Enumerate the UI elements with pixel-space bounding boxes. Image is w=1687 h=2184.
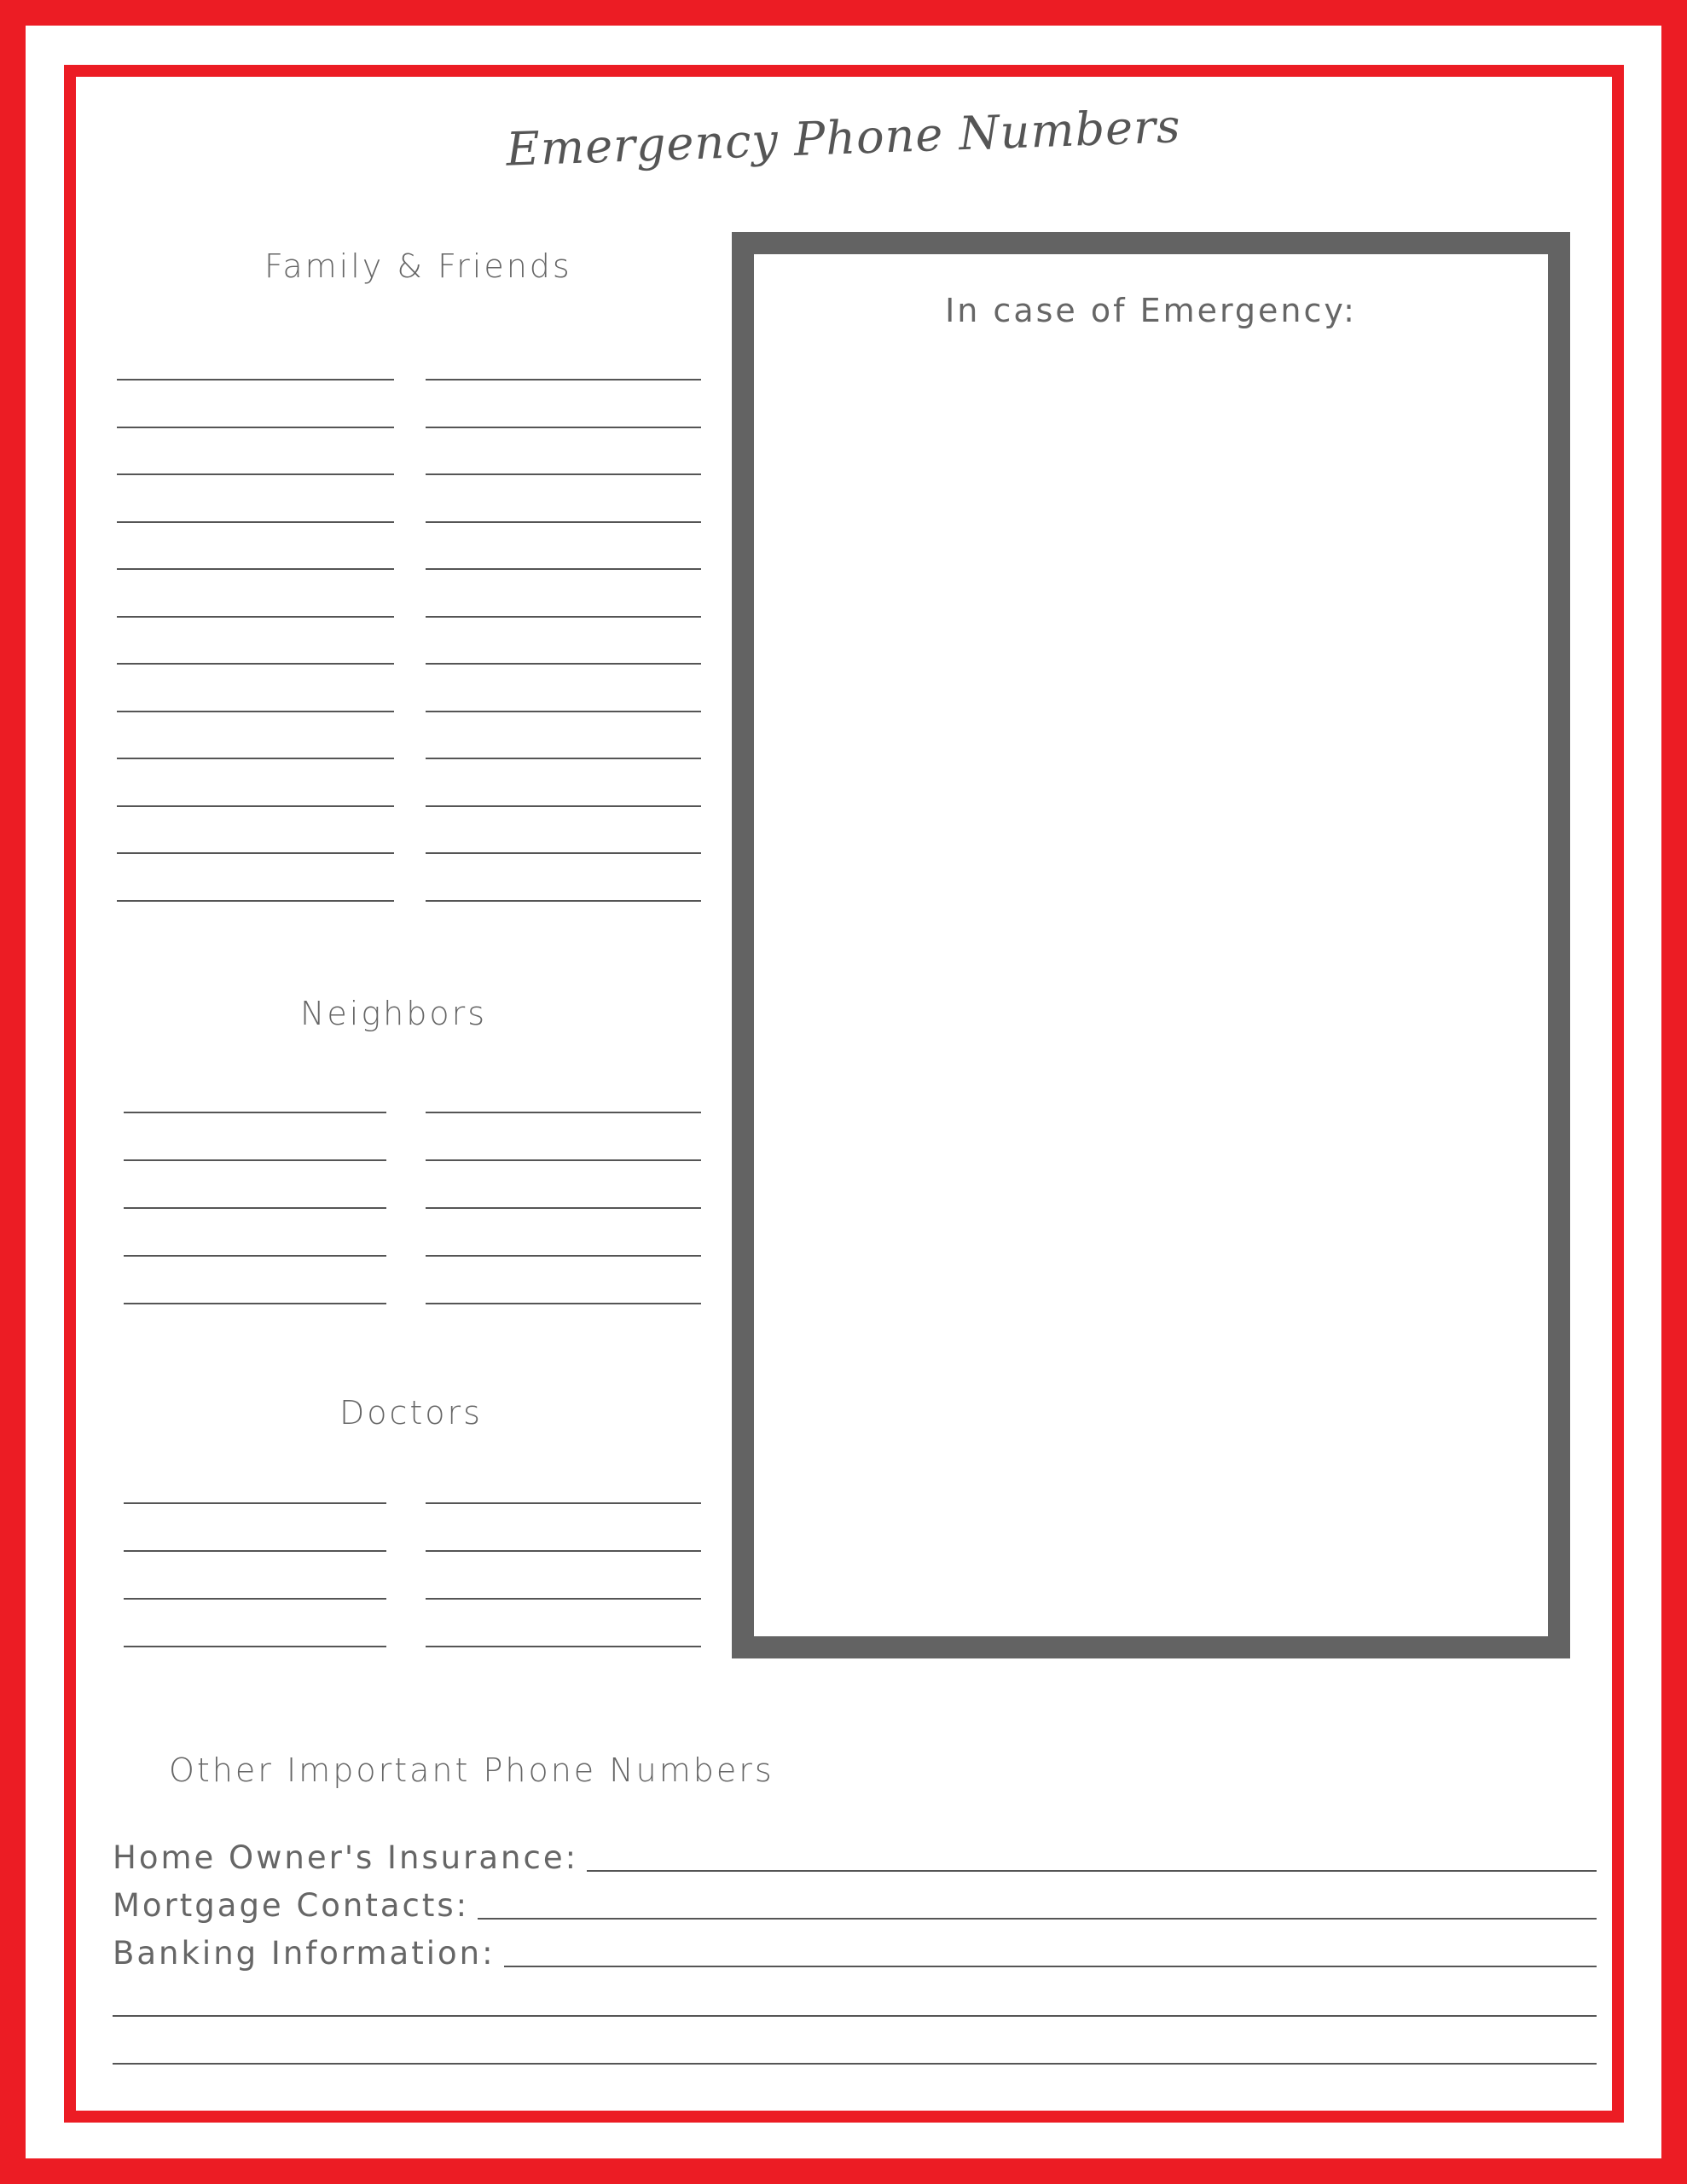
write-line[interactable] bbox=[124, 1303, 386, 1304]
mortgage-row bbox=[113, 1882, 1597, 1925]
write-line[interactable] bbox=[426, 427, 701, 428]
emergency-box bbox=[732, 232, 1570, 1658]
write-line[interactable] bbox=[426, 379, 701, 380]
write-line[interactable] bbox=[117, 758, 394, 759]
write-line[interactable] bbox=[426, 852, 701, 854]
write-line[interactable] bbox=[426, 663, 701, 665]
other-numbers-heading: Other Important Phone Numbers bbox=[169, 1751, 774, 1789]
write-line[interactable] bbox=[117, 852, 394, 854]
write-line[interactable] bbox=[426, 1207, 701, 1209]
write-line[interactable] bbox=[124, 1112, 386, 1113]
write-line[interactable] bbox=[117, 663, 394, 665]
blank-line[interactable] bbox=[113, 2063, 1597, 2065]
write-line[interactable] bbox=[124, 1502, 386, 1504]
banking-line[interactable] bbox=[504, 1966, 1597, 1967]
write-line[interactable] bbox=[124, 1159, 386, 1161]
write-line[interactable] bbox=[426, 1550, 701, 1552]
write-line[interactable] bbox=[426, 521, 701, 523]
write-line[interactable] bbox=[426, 711, 701, 712]
home-insurance-row bbox=[113, 1834, 1597, 1877]
mortgage-line[interactable] bbox=[478, 1918, 1597, 1920]
write-line[interactable] bbox=[124, 1646, 386, 1647]
write-line[interactable] bbox=[117, 711, 394, 712]
write-line[interactable] bbox=[124, 1207, 386, 1209]
home-insurance-line[interactable] bbox=[587, 1870, 1597, 1872]
write-line[interactable] bbox=[426, 1598, 701, 1600]
write-line[interactable] bbox=[426, 1255, 701, 1257]
banking-label: Banking Information: bbox=[113, 1935, 496, 1972]
write-line[interactable] bbox=[426, 1112, 701, 1113]
write-line[interactable] bbox=[426, 616, 701, 618]
write-line[interactable] bbox=[426, 805, 701, 807]
write-line[interactable] bbox=[117, 568, 394, 570]
write-line[interactable] bbox=[124, 1255, 386, 1257]
write-line[interactable] bbox=[426, 568, 701, 570]
write-line[interactable] bbox=[426, 1303, 701, 1304]
write-line[interactable] bbox=[117, 379, 394, 380]
write-line[interactable] bbox=[117, 900, 394, 902]
doctors-heading: Doctors bbox=[339, 1394, 483, 1432]
write-line[interactable] bbox=[117, 473, 394, 475]
write-line[interactable] bbox=[426, 1502, 701, 1504]
mortgage-label: Mortgage Contacts: bbox=[113, 1887, 470, 1924]
write-line[interactable] bbox=[117, 427, 394, 428]
write-line[interactable] bbox=[124, 1598, 386, 1600]
write-line[interactable] bbox=[117, 616, 394, 618]
page-title: Emergency Phone Numbers bbox=[505, 99, 1182, 177]
neighbors-heading: Neighbors bbox=[300, 995, 488, 1032]
write-line[interactable] bbox=[117, 805, 394, 807]
home-insurance-label: Home Owner's Insurance: bbox=[113, 1839, 579, 1876]
write-line[interactable] bbox=[117, 521, 394, 523]
write-line[interactable] bbox=[426, 758, 701, 759]
banking-row bbox=[113, 1930, 1597, 1972]
family-friends-heading: Family & Friends bbox=[264, 247, 572, 285]
blank-line[interactable] bbox=[113, 2015, 1597, 2017]
write-line[interactable] bbox=[426, 473, 701, 475]
write-line[interactable] bbox=[426, 900, 701, 902]
write-line[interactable] bbox=[426, 1159, 701, 1161]
write-line[interactable] bbox=[426, 1646, 701, 1647]
emergency-label: In case of Emergency: bbox=[945, 292, 1357, 329]
write-line[interactable] bbox=[124, 1550, 386, 1552]
